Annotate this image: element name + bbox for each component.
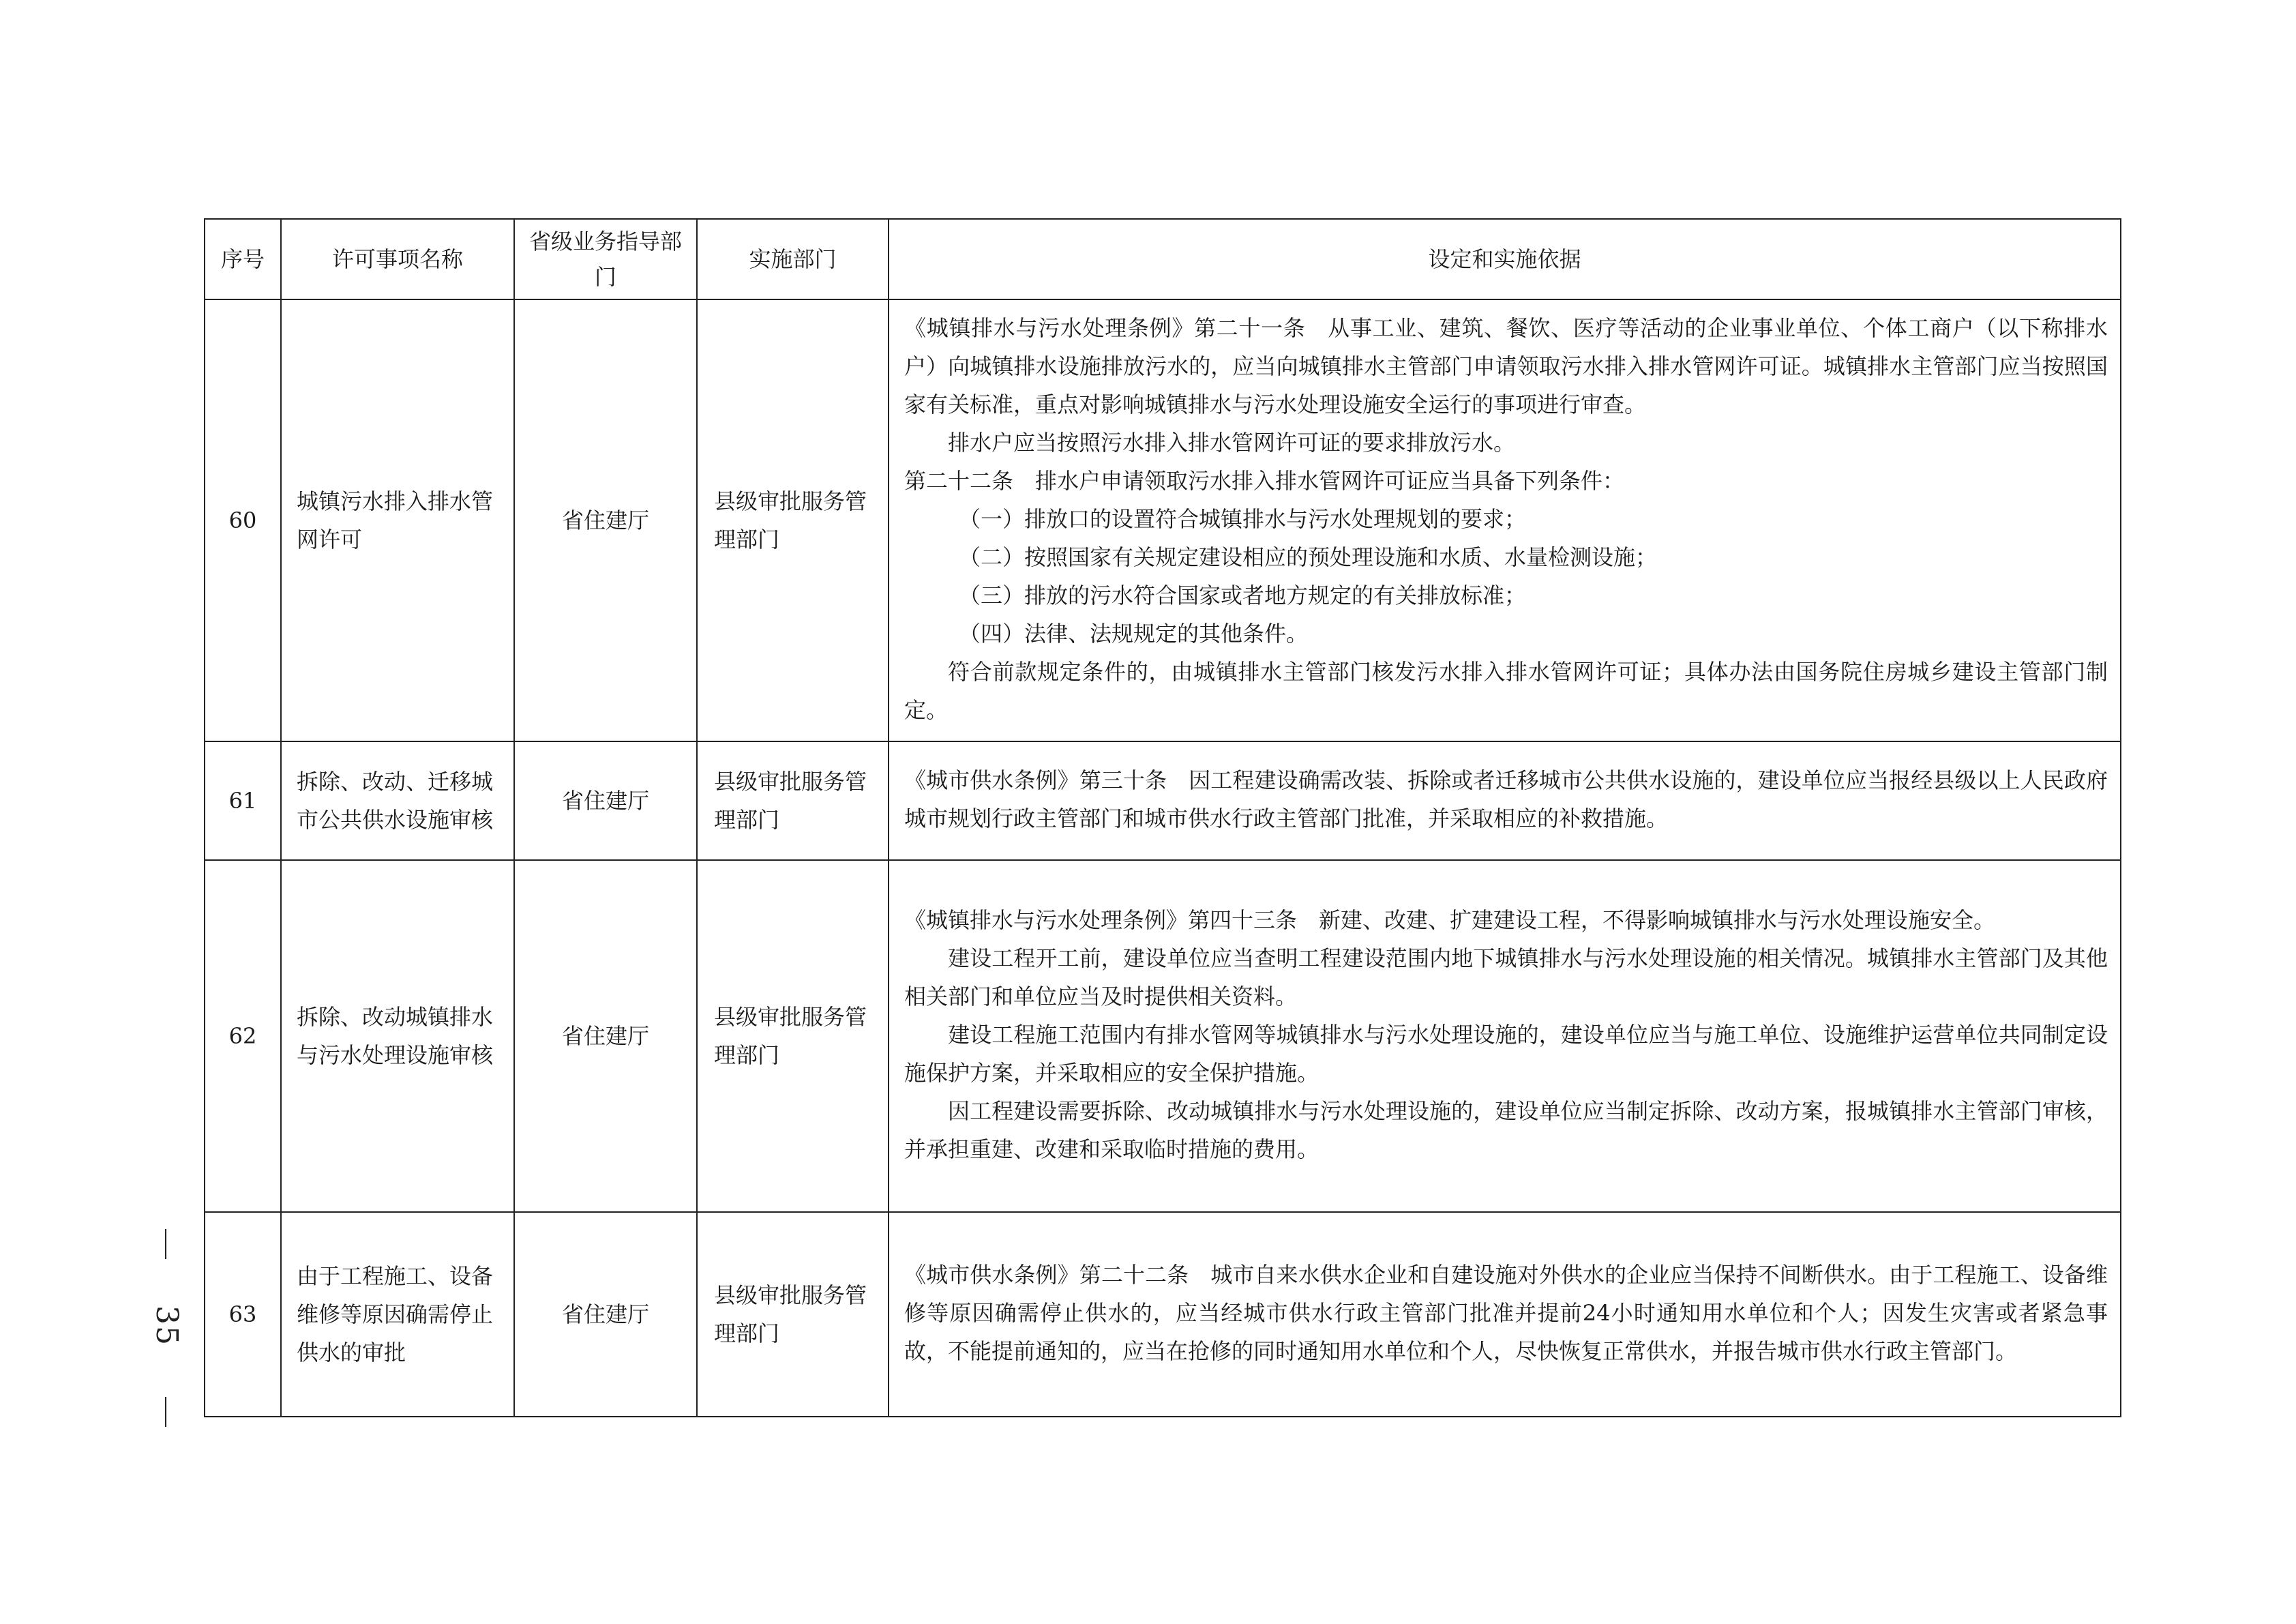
page-number-text: 35 <box>149 1305 184 1346</box>
legal-basis <box>889 741 2121 860</box>
guide-department: 省住建厅 <box>514 741 697 860</box>
page-dash-bottom <box>165 1397 166 1427</box>
basis-paragraph: （四）法律、法规规定的其他条件。 <box>959 621 1309 647</box>
page-dash-top <box>165 1229 166 1259</box>
page-number <box>123 1229 205 1427</box>
basis-paragraph: （三）排放的污水符合国家或者地方规定的有关排放标准； <box>959 582 1527 608</box>
basis-paragraph: 第二十二条 排水户申请领取污水排入排水管网许可证应当具备下列条件： <box>904 468 1625 494</box>
implementing-department: 县级审批服务管理部门 <box>697 860 889 1212</box>
implementing-department: 县级审批服务管理部门 <box>697 1212 889 1417</box>
header-guide: 省级业务指导部门 <box>514 219 697 299</box>
basis-paragraph: 排水户应当按照污水排入排水管网许可证的要求排放污水。 <box>948 430 1516 456</box>
permit-name: 城镇污水排入排水管网许可 <box>281 299 514 741</box>
guide-department: 省住建厅 <box>514 1212 697 1417</box>
table-row <box>205 1212 2121 1417</box>
basis-paragraph: 建设工程开工前，建设单位应当查明工程建设范围内地下城镇排水与污水处理设施的相关情况。城镇排水主管部门及其他相关部门和单位应当及时提供相关资料。 <box>904 945 2108 1009</box>
header-basis: 设定和实施依据 <box>889 219 2121 299</box>
basis-paragraph: 《城镇排水与污水处理条例》第四十三条 新建、改建、扩建建设工程，不得影响城镇排水与污水处理设施安全。 <box>904 907 1996 933</box>
basis-paragraph: （二）按照国家有关规定建设相应的预处理设施和水质、水量检测设施； <box>959 544 1658 570</box>
legal-basis <box>889 1212 2121 1417</box>
header-name: 许可事项名称 <box>281 219 514 299</box>
basis-paragraph: 因工程建设需要拆除、改动城镇排水与污水处理设施的，建设单位应当制定拆除、改动方案，报城镇排水主管部门审核，并承担重建、改建和采取临时措施的费用。 <box>904 1098 2108 1162</box>
guide-department: 省住建厅 <box>514 299 697 741</box>
table-row <box>205 299 2121 741</box>
basis-paragraph: （一）排放口的设置符合城镇排水与污水处理规划的要求； <box>959 506 1527 532</box>
implementing-department: 县级审批服务管理部门 <box>697 299 889 741</box>
basis-paragraph: 建设工程施工范围内有排水管网等城镇排水与污水处理设施的，建设单位应当与施工单位、设施维护运营单位共同制定设施保护方案，并采取相应的安全保护措施。 <box>904 1022 2108 1086</box>
table-row <box>205 860 2121 1212</box>
basis-paragraph: 《城市供水条例》第二十二条 城市自来水供水企业和自建设施对外供水的企业应当保持不间断供水。由于工程施工、设备维修等原因确需停止供水的，应当经城市供水行政主管部门批准并提前24小时通知用水单位和个人；因发生灾害或者紧急事故，不能提前通知的，应当在抢修的同时通知用水单位和个人，尽快恢复正常供水，并报告城市供水行政主管部门。 <box>904 1262 2108 1364</box>
header-row <box>205 219 2121 299</box>
legal-basis <box>889 299 2121 741</box>
implementing-department: 县级审批服务管理部门 <box>697 741 889 860</box>
basis-paragraph: 《城市供水条例》第三十条 因工程建设确需改装、拆除或者迁移城市公共供水设施的，建设单位应当报经县级以上人民政府城市规划行政主管部门和城市供水行政主管部门批准，并采取相应的补救措施。 <box>904 767 2108 831</box>
permit-name: 由于工程施工、设备维修等原因确需停止供水的审批 <box>281 1212 514 1417</box>
row-number: 61 <box>205 741 281 860</box>
legal-basis <box>889 860 2121 1212</box>
row-number: 62 <box>205 860 281 1212</box>
table-row <box>205 741 2121 860</box>
basis-paragraph: 《城镇排水与污水处理条例》第二十一条 从事工业、建筑、餐饮、医疗等活动的企业事业单位、个体工商户（以下称排水户）向城镇排水设施排放污水的，应当向城镇排水主管部门申请领取污水排入排水管网许可证。城镇排水主管部门应当按照国家有关标准，重点对影响城镇排水与污水处理设施安全运行的事项进行审查。 <box>904 315 2108 417</box>
header-dept: 实施部门 <box>697 219 889 299</box>
permit-name: 拆除、改动城镇排水与污水处理设施审核 <box>281 860 514 1212</box>
row-number: 60 <box>205 299 281 741</box>
permit-name: 拆除、改动、迁移城市公共供水设施审核 <box>281 741 514 860</box>
permit-table <box>204 218 2121 1417</box>
basis-paragraph: 符合前款规定条件的，由城镇排水主管部门核发污水排入排水管网许可证；具体办法由国务院住房城乡建设主管部门制定。 <box>904 659 2108 723</box>
guide-department: 省住建厅 <box>514 860 697 1212</box>
header-no: 序号 <box>205 219 281 299</box>
row-number: 63 <box>205 1212 281 1417</box>
